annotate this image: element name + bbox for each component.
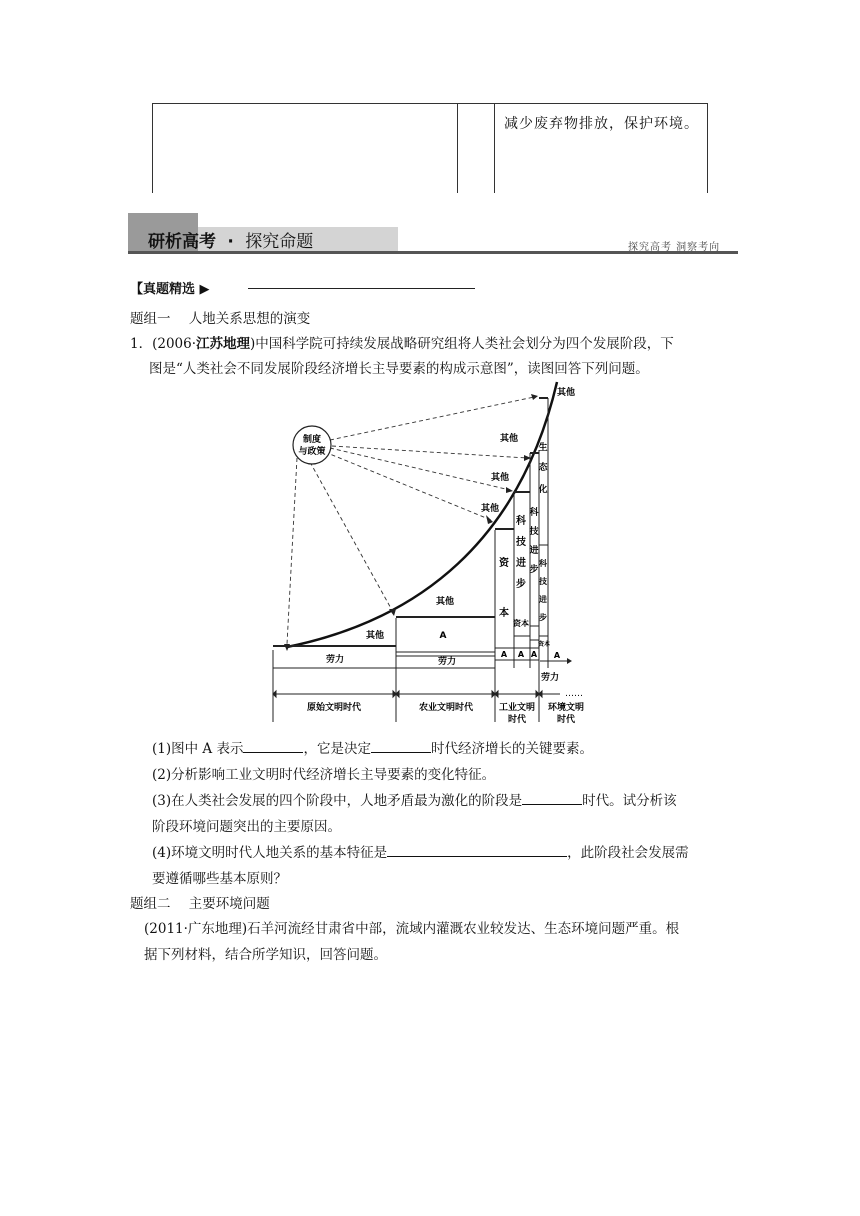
env-eco-char-2: 态 [538,463,548,473]
env-other: 其他 [556,388,576,398]
ind-tech-char-3: 进 [516,558,526,569]
q1-number: 1． [130,336,153,352]
env-eco-char-3: 化 [538,485,548,495]
group2-heading [130,891,270,917]
policy-label-2: 与政策 [298,447,326,457]
group1-title: 人地关系思想的演变 [188,311,311,327]
group1-label: 题组一 [130,311,171,327]
ind-tech-char-4: 步 [516,579,526,590]
s4-part-a: (4)环境文明时代人地关系的基本特征是 [152,845,388,861]
ind-tech2-char-4: 步 [529,565,539,575]
section-tag-text: 【真题精选 ▶ [130,282,210,297]
ind-capital-char-2: 本 [499,608,509,619]
sub-question-4 [152,840,689,866]
sub-question-1 [152,736,593,762]
q1-source-suffix: )中国科学院可持续发展战略研究组将人类社会划分为四个发展阶段，下 [250,336,674,352]
growth-curve [287,382,557,647]
s1-part-c: 时代经济增长的关键要素。 [430,741,593,757]
table-col-2 [457,103,458,193]
era-environmental-1: 环境文明 [547,703,585,713]
sub-question-2: (2)分析影响工业文明时代经济增长主导要素的变化特征。 [152,767,496,783]
agri-other: 其他 [435,597,455,607]
primitive-labor: 劳力 [325,655,345,665]
sub-question-3-cont: 阶段环境问题突出的主要原因。 [152,819,341,835]
section-tag-line [248,288,475,289]
economic-growth-diagram [260,378,600,728]
s1-part-a: (1)图中 A 表示 [152,741,244,757]
s3-part-b: 时代。试分析该 [582,793,677,809]
ind-A-1: A [500,650,508,659]
era-environmental-2: 时代 [556,715,576,725]
table-fragment [152,103,708,193]
primitive-other: 其他 [365,631,385,641]
era-primitive: 原始文明时代 [306,703,362,713]
ind-labor: 劳力 [540,673,560,683]
sub-question-3 [152,788,677,814]
group2-title: 主要环境问题 [188,896,270,912]
env-tech-char-1: 科 [539,559,547,568]
table-cell-text: 减少废弃物排放，保护环境。 [504,116,699,132]
table-col-1 [152,103,153,193]
era-ellipsis: …… [565,689,583,699]
era-agricultural: 农业文明时代 [418,703,474,713]
ind-other-2: 其他 [490,473,510,483]
q1-source-prefix: (2006· [152,336,197,352]
ind-tech2-char-2: 技 [529,527,539,537]
era-industrial-1: 工业文明 [498,703,536,713]
banner-title-main: 研析高考 [148,232,216,252]
sub-question-4-cont: 要遵循哪些基本原则？ [152,871,287,887]
env-eco-char-1: 生 [538,443,548,453]
env-tech-char-3: 进 [539,595,547,604]
ind-capital-char-1: 资 [499,558,509,569]
s4-blank[interactable] [387,842,567,857]
section-banner [128,213,738,255]
ind-tech2-char-1: 科 [529,508,539,518]
ind-tech-char-1: 科 [516,516,526,527]
ind-A-3: A [530,650,538,659]
s1-part-b: ，它是决定 [303,741,371,757]
banner-subtitle: 探究高考 洞察考向 [628,242,721,253]
s3-part-a: (3)在人类社会发展的四个阶段中，人地矛盾最为激化的阶段是 [152,793,523,809]
ind-tech2-char-3: 进 [529,546,539,556]
ind-other-1: 其他 [480,504,500,514]
table-col-4 [707,103,708,193]
ind-A-2: A [517,650,525,659]
q2-line2: 据下列材料，结合所学知识，回答问题。 [144,947,387,963]
env-capital-tiny: 资本 [537,641,551,648]
q2-line1: (2011·广东地理)石羊河流经甘肃省中部，流域内灌溉农业较发达、生态环境问题严重。根 [144,921,680,937]
era-boundaries [273,450,539,722]
banner-dot: · [227,232,234,252]
ind-capital-small: 资本 [513,619,529,628]
ind-tech-char-2: 技 [516,537,526,548]
q1-source-bold: 江苏地理 [196,336,251,352]
s1-blank-1[interactable] [243,738,303,753]
era-industrial-2: 时代 [507,715,527,725]
ind-other-3: 其他 [499,434,519,444]
env-tech-char-2: 技 [539,577,547,586]
group1-heading [130,306,310,332]
agri-A: A [439,631,447,641]
banner-title-sub: 探究命题 [245,232,314,252]
table-top-border [152,103,708,104]
policy-label-1: 制度 [302,435,322,445]
q1-line1 [130,331,674,357]
labor-arrow-head [567,658,572,664]
agri-labor: 劳力 [437,657,457,667]
section-tag [130,278,475,298]
q1-line2: 图是“人类社会不同发展阶段经济增长主导要素的构成示意图”，读图回答下列问题。 [149,361,649,377]
env-A: A [553,651,561,660]
era-axis [273,691,560,697]
s1-blank-2[interactable] [371,738,431,753]
s4-part-b: ，此阶段社会发展需 [567,845,689,861]
policy-circle [293,426,331,464]
s3-blank[interactable] [522,790,582,805]
table-col-3 [494,103,495,193]
banner-title [148,227,313,252]
group2-label: 题组二 [130,896,171,912]
env-tech-char-4: 步 [539,613,547,622]
